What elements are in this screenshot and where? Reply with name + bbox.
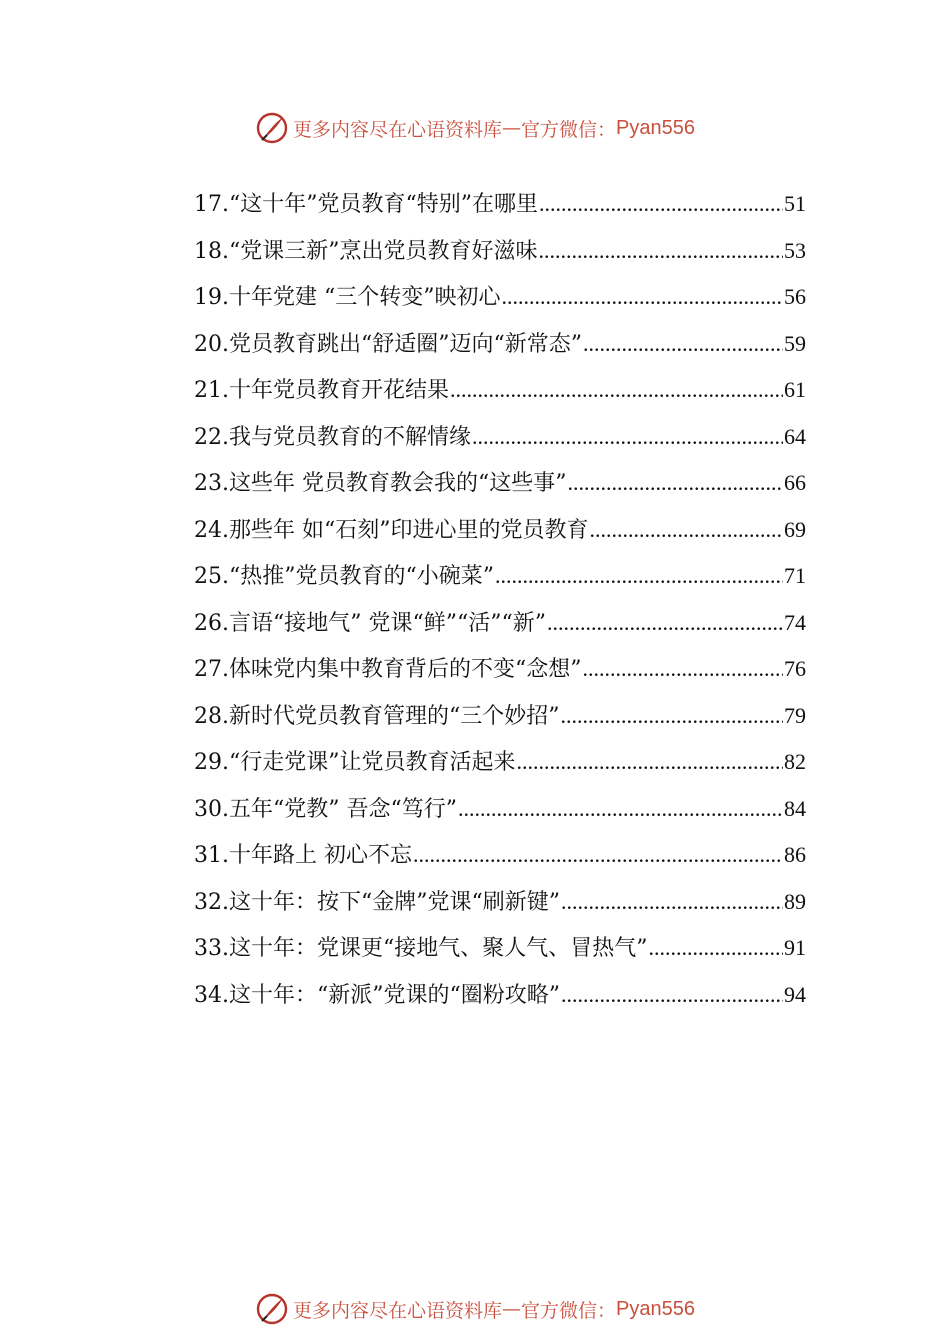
toc-entry-title: 20.党员教育跳出“舒适圈”迈向“新常态” — [194, 331, 582, 357]
toc-dot-leader — [516, 739, 783, 786]
toc-entry-page-number: 74 — [784, 609, 806, 635]
toc-dot-leader — [560, 693, 783, 740]
toc-dot-leader — [501, 274, 783, 321]
toc-dot-leader — [495, 553, 783, 600]
toc-entry-title: 30.五年“党教” 吾念“笃行” — [194, 796, 457, 822]
toc-dot-leader — [450, 367, 783, 414]
banner-official-label: 官方微信： — [521, 118, 617, 141]
toc-dot-leader — [582, 646, 783, 693]
toc-entry-page-number: 76 — [784, 656, 806, 681]
table-of-contents — [194, 181, 806, 1018]
toc-dot-leader — [538, 228, 783, 275]
toc-entry-title: 31.十年路上 初心不忘 — [194, 843, 412, 868]
toc-entry[interactable] — [194, 228, 806, 275]
toc-entry[interactable] — [194, 786, 806, 833]
toc-entry[interactable] — [194, 925, 806, 972]
footer-banner — [0, 1289, 950, 1329]
toc-entry[interactable] — [194, 646, 806, 693]
toc-dot-leader — [539, 181, 783, 228]
toc-entry-page-number: 89 — [784, 888, 806, 914]
toc-entry-title: 26.言语“接地气” 党课“鲜”“活”“新” — [194, 610, 546, 636]
toc-entry-page-number: 86 — [784, 842, 806, 867]
toc-entry-page-number: 82 — [784, 749, 806, 774]
toc-entry[interactable] — [194, 321, 806, 368]
toc-entry-title: 29.“行走党课”让党员教育活起来 — [194, 750, 516, 775]
toc-entry-title: 24.那些年 如“石刻”印进心里的党员教育 — [194, 517, 589, 543]
toc-entry-page-number: 56 — [784, 284, 806, 309]
toc-entry-title: 33.这十年：党课更“接地气、聚人气、冒热气” — [194, 936, 648, 961]
toc-entry[interactable] — [194, 181, 806, 228]
toc-entry[interactable] — [194, 972, 806, 1019]
toc-entry[interactable] — [194, 600, 806, 647]
banner-text: 更多内容尽在心语资料库 — [293, 1299, 503, 1322]
header-banner — [0, 108, 950, 148]
toc-entry-page-number: 71 — [784, 563, 806, 588]
toc-entry[interactable] — [194, 460, 806, 507]
banner-official-label: 官方微信： — [521, 1299, 617, 1322]
toc-entry-page-number: 59 — [784, 330, 806, 356]
banner-separator: — — [502, 1298, 522, 1320]
toc-entry-title: 34.这十年：“新派”党课的“圈粉攻略” — [194, 982, 560, 1008]
toc-dot-leader — [413, 832, 783, 879]
toc-entry-title: 21.十年党员教育开花结果 — [194, 378, 449, 403]
toc-entry-page-number: 94 — [784, 981, 806, 1007]
toc-entry-title: 32.这十年：按下“金牌”党课“刷新键” — [194, 889, 560, 915]
toc-dot-leader — [547, 600, 783, 647]
toc-entry[interactable] — [194, 832, 806, 879]
toc-entry[interactable] — [194, 367, 806, 414]
toc-entry[interactable] — [194, 414, 806, 461]
toc-entry[interactable] — [194, 879, 806, 926]
banner-text: 更多内容尽在心语资料库 — [293, 118, 503, 141]
toc-entry-title: 19.十年党建 “三个转变”映初心 — [194, 285, 501, 310]
toc-entry-page-number: 91 — [784, 935, 806, 960]
toc-entry[interactable] — [194, 274, 806, 321]
toc-dot-leader — [561, 972, 783, 1019]
toc-dot-leader — [583, 321, 783, 368]
banner-wechat-id: Pyan556 — [616, 1297, 695, 1320]
toc-entry[interactable] — [194, 693, 806, 740]
toc-entry-page-number: 61 — [784, 377, 806, 402]
toc-entry-title: 18.“党课三新”烹出党员教育好滋味 — [194, 238, 538, 264]
toc-entry-title: 27.体味党内集中教育背后的不变“念想” — [194, 657, 582, 682]
toc-entry-page-number: 84 — [784, 795, 806, 821]
toc-entry-title: 25.“热推”党员教育的“小碗菜” — [194, 564, 494, 589]
toc-entry-title: 17.“这十年”党员教育“特别”在哪里 — [194, 192, 538, 217]
toc-entry-page-number: 69 — [784, 516, 806, 542]
toc-entry-title: 28.新时代党员教育管理的“三个妙招” — [194, 703, 560, 729]
quill-logo-icon — [255, 1292, 289, 1326]
banner-separator: — — [502, 117, 522, 139]
toc-dot-leader — [589, 507, 783, 554]
toc-entry-page-number: 51 — [784, 191, 806, 216]
toc-dot-leader — [472, 414, 783, 461]
toc-dot-leader — [561, 879, 783, 926]
toc-entry-page-number: 64 — [784, 423, 806, 449]
toc-entry-page-number: 79 — [784, 702, 806, 728]
toc-dot-leader — [458, 786, 783, 833]
toc-entry[interactable] — [194, 553, 806, 600]
quill-logo-icon — [255, 111, 289, 145]
banner-wechat-id: Pyan556 — [616, 116, 695, 139]
toc-entry-title: 23.这些年 党员教育教会我的“这些事” — [194, 471, 567, 496]
toc-entry-title: 22.我与党员教育的不解情缘 — [194, 424, 471, 450]
toc-dot-leader — [567, 460, 783, 507]
toc-dot-leader — [648, 925, 783, 972]
toc-entry-page-number: 53 — [784, 237, 806, 263]
toc-entry[interactable] — [194, 739, 806, 786]
toc-entry-page-number: 66 — [784, 470, 806, 495]
toc-entry[interactable] — [194, 507, 806, 554]
